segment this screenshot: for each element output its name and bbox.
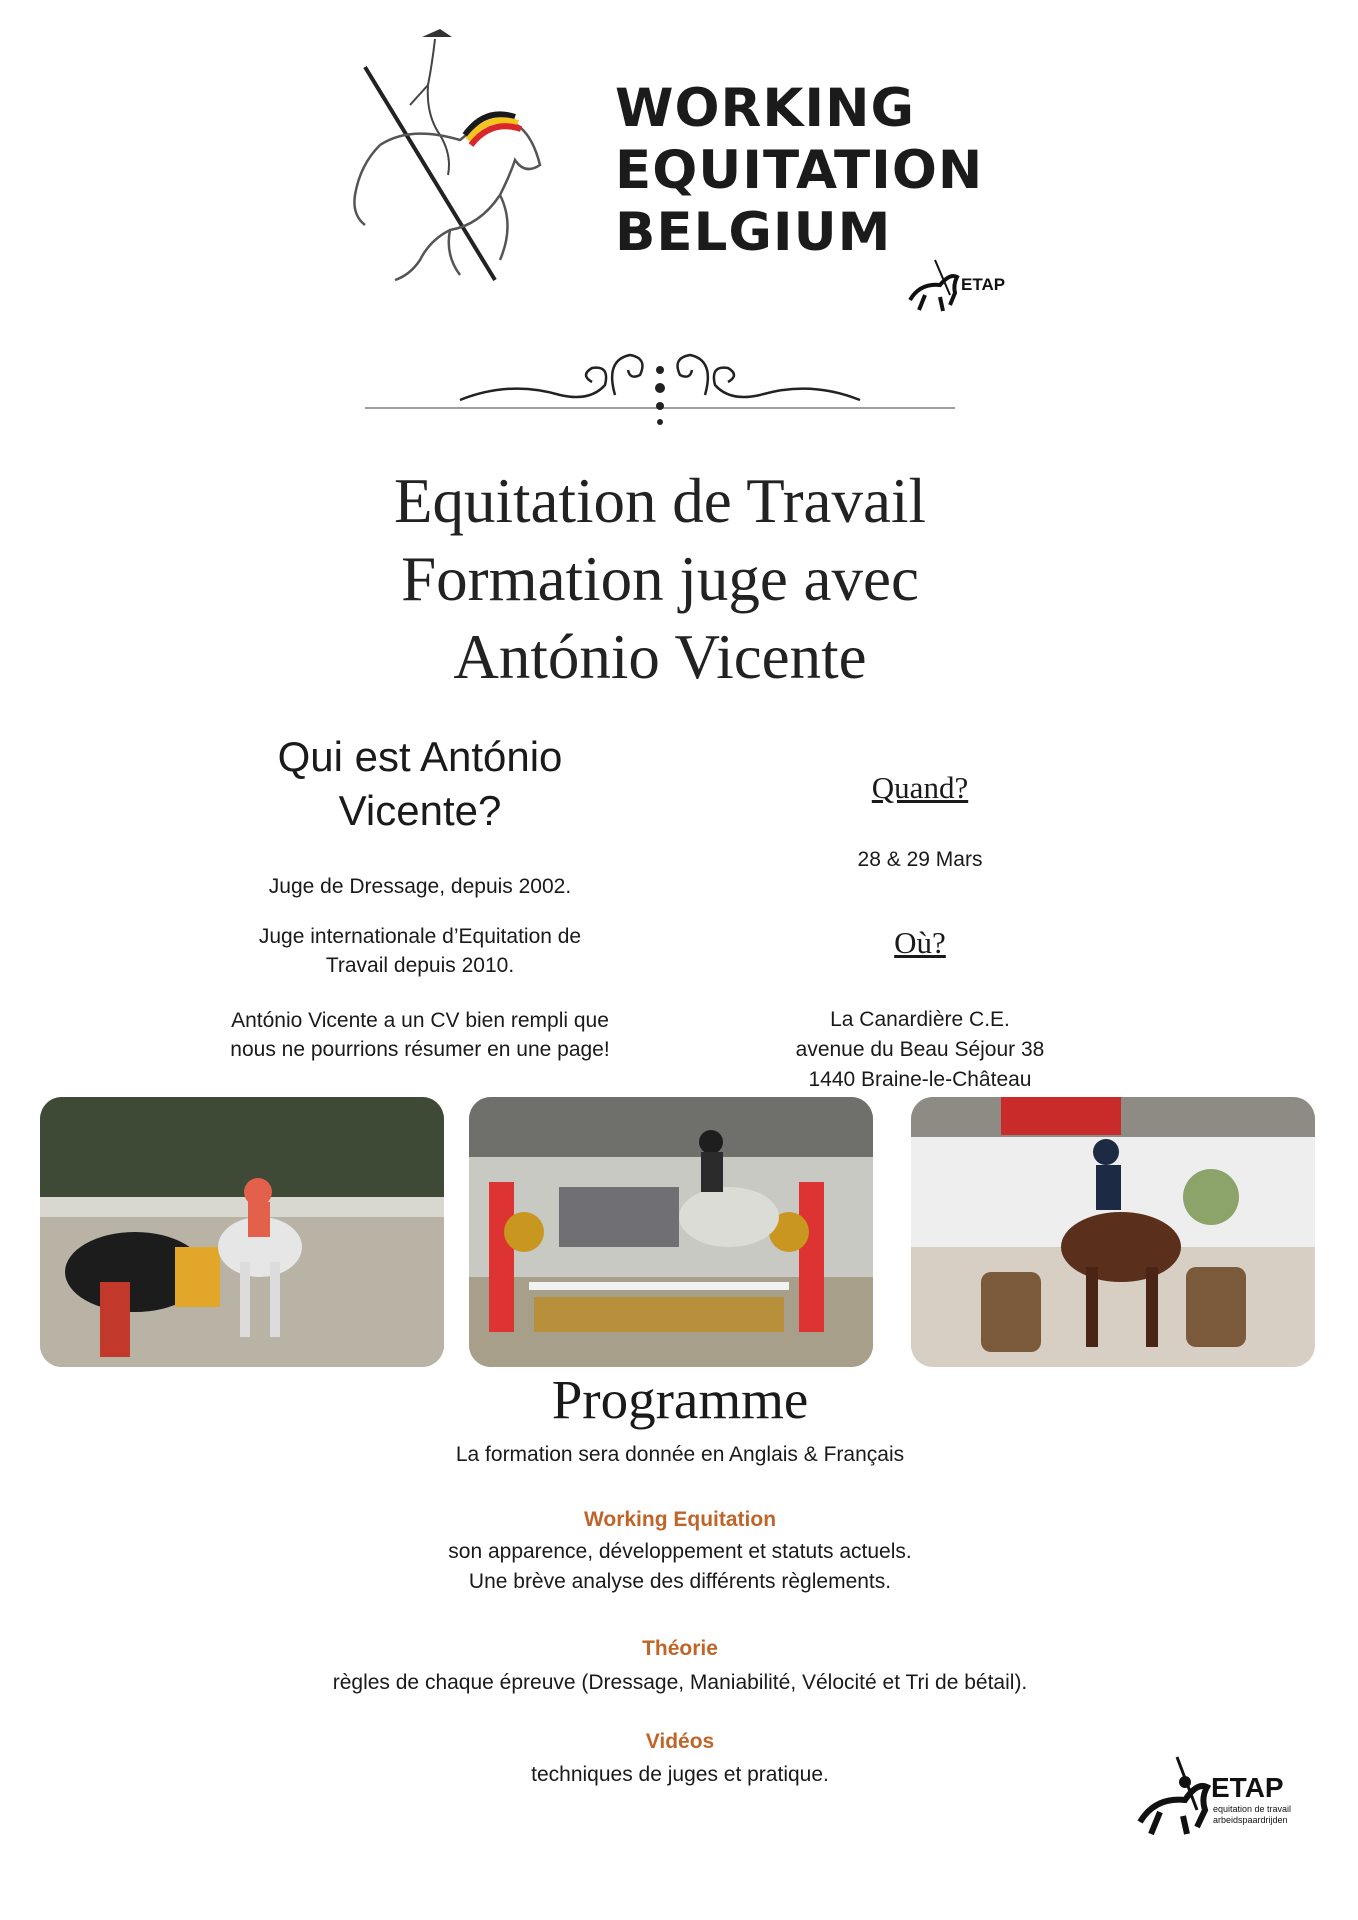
photo-rider-with-cow <box>40 1097 444 1367</box>
etap-small-label: ETAP <box>961 275 1006 294</box>
programme-section-text <box>230 1760 1130 1790</box>
programme-section-text <box>230 1537 1130 1597</box>
etap-tagline-1: equitation de travail <box>1213 1804 1292 1814</box>
address-line-1: La Canardière C.E. <box>830 1008 1010 1031</box>
photo-2-image <box>469 1097 873 1367</box>
programme-section-heading: Théorie <box>642 1637 718 1660</box>
photo-rider-barrels <box>911 1097 1315 1367</box>
who-paragraph-1: Juge de Dressage, depuis 2002. <box>268 875 572 898</box>
programme-section-heading: Working Equitation <box>583 1508 777 1531</box>
section-3-line-1: techniques de juges et pratique. <box>531 1763 829 1786</box>
who-heading-line-1: Qui est António <box>277 733 563 780</box>
photo-1-image <box>40 1097 444 1367</box>
who-p3-line-1: António Vicente a un CV bien rempli que <box>231 1009 609 1032</box>
brand-line-3: BELGIUM <box>615 202 892 263</box>
title-line-1: Equitation de Travail <box>394 466 926 536</box>
when-heading: Quand? <box>871 770 969 805</box>
event-title <box>230 462 1090 696</box>
section-1-line-2: Une brève analyse des différents règlements. <box>468 1570 892 1593</box>
brand-wordmark <box>615 78 1035 264</box>
title-line-2: Formation juge avec <box>401 544 919 614</box>
etap-tagline-2: arbeidspaardrijden <box>1213 1815 1288 1825</box>
brand-line-1: WORKING <box>615 78 915 139</box>
section-1-line-1: son apparence, développement et statuts actuels. <box>448 1540 912 1563</box>
event-address <box>740 1005 1100 1095</box>
who-paragraph-2 <box>200 922 640 980</box>
photo-horse-jumping <box>469 1097 873 1367</box>
etap-logo-icon <box>1135 1752 1300 1837</box>
title-line-3: António Vicente <box>453 622 867 692</box>
who-heading-line-2: Vicente? <box>338 787 502 834</box>
who-p2-line-2: Travail depuis 2010. <box>325 954 515 977</box>
event-date: 28 & 29 Mars <box>857 848 983 871</box>
etap-label: ETAP <box>1211 1772 1284 1803</box>
who-p3-line-2: nous ne pourrions résumer en une page! <box>230 1038 610 1061</box>
who-heading <box>200 730 640 838</box>
brand-line-2: EQUITATION <box>615 140 984 201</box>
etap-small-logo-icon <box>905 255 1015 315</box>
photo-3-image <box>911 1097 1315 1367</box>
address-line-2: avenue du Beau Séjour 38 <box>795 1038 1045 1061</box>
who-p2-line-1: Juge internationale d’Equitation de <box>258 925 582 948</box>
who-paragraph-3 <box>200 1006 640 1064</box>
horse-rider-logo-icon <box>340 25 575 305</box>
programme-heading: Programme <box>551 1369 809 1430</box>
programme-section-heading: Vidéos <box>645 1730 715 1753</box>
section-2-line-1: règles de chaque épreuve (Dressage, Maniabilité, Vélocité et Tri de bétail). <box>332 1671 1028 1694</box>
address-line-3: 1440 Braine-le-Château <box>808 1068 1032 1091</box>
decorative-flourish-icon <box>360 340 960 430</box>
programme-subtitle: La formation sera donnée en Anglais & Français <box>455 1443 905 1466</box>
where-heading: Où? <box>894 925 946 960</box>
programme-section-text <box>230 1668 1130 1698</box>
